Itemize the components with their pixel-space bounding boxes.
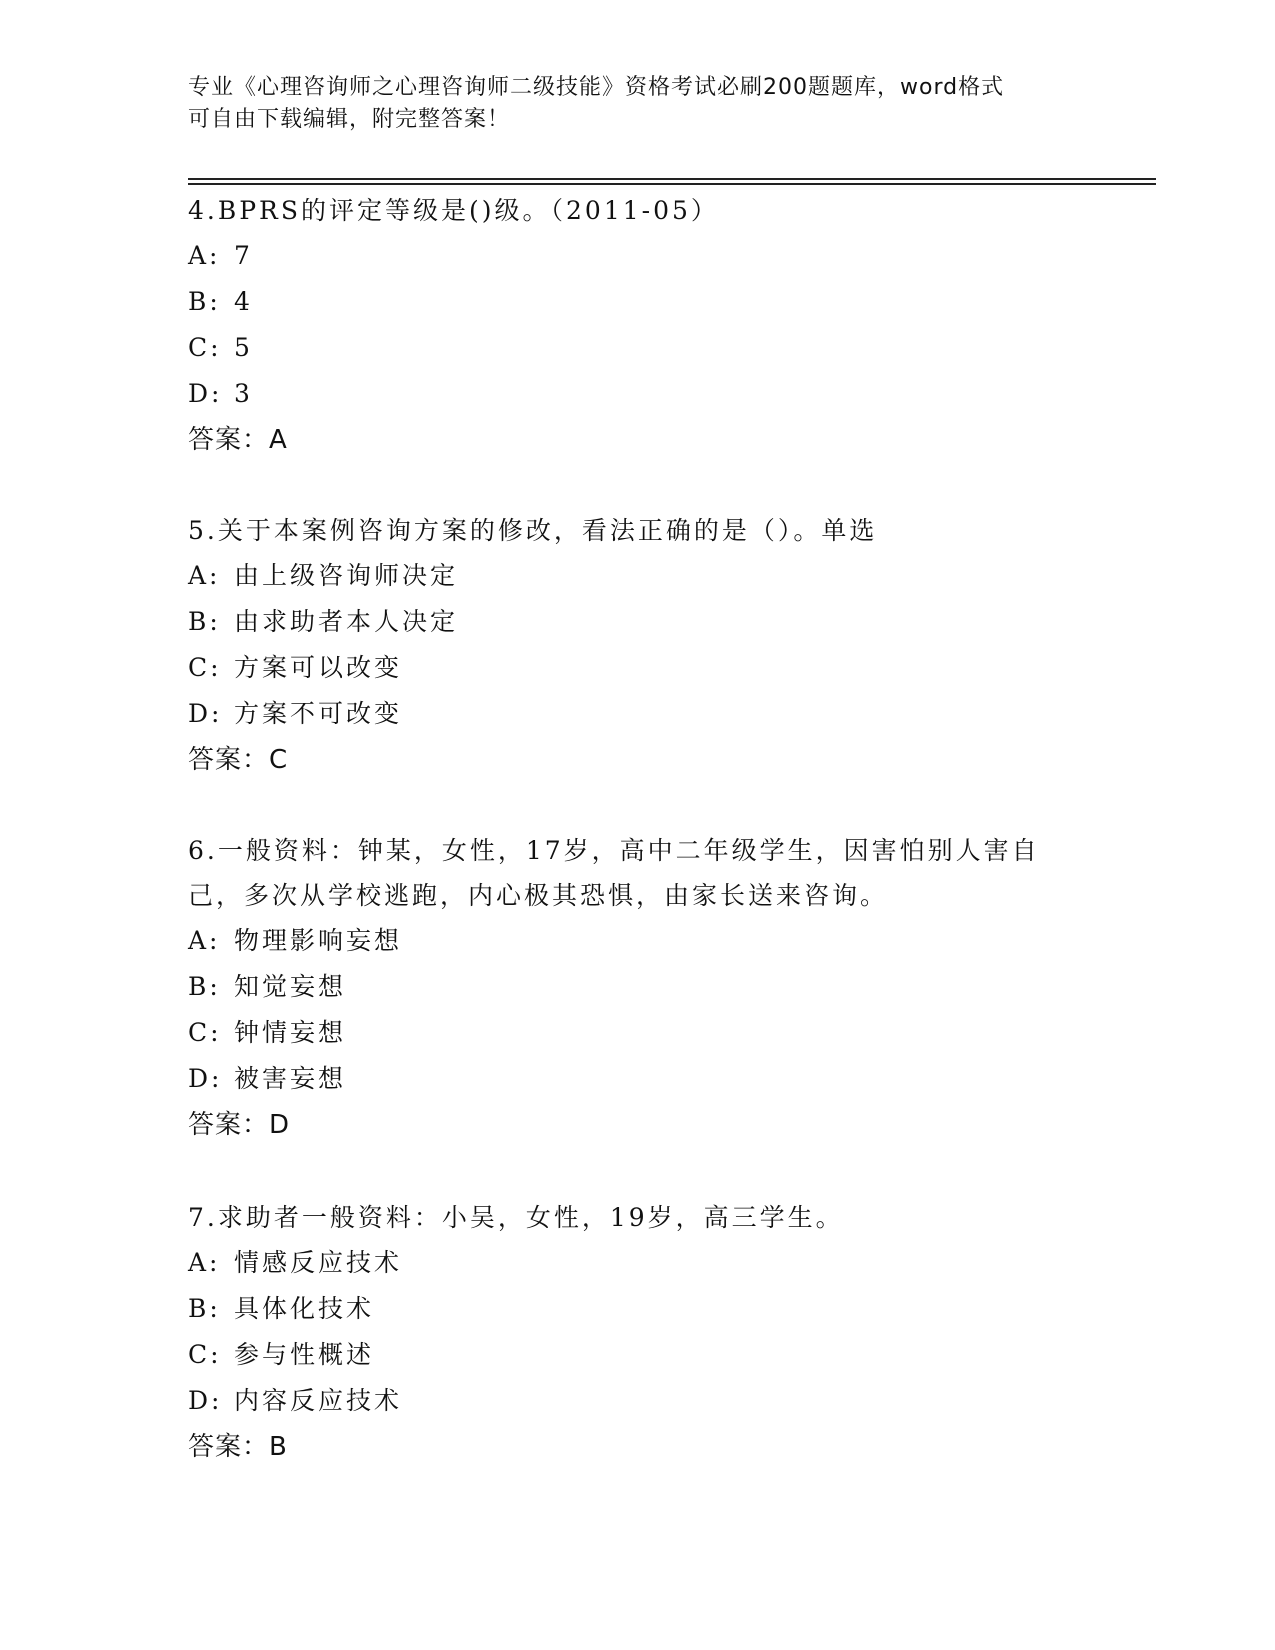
- option-text: 钟情妄想: [234, 1018, 347, 1047]
- option-label: B:: [188, 1294, 221, 1323]
- option-d: [188, 691, 1088, 737]
- option-c: [188, 645, 1088, 691]
- header-line-1: 专业《心理咨询师之心理咨询师二级技能》资格考试必刷200题题库，word格式: [188, 75, 1005, 100]
- option-label: B:: [188, 607, 221, 636]
- option-text: 方案可以改变: [234, 653, 403, 682]
- option-text: 情感反应技术: [234, 1248, 403, 1277]
- question-4: [188, 188, 1088, 463]
- option-label: D:: [188, 1064, 223, 1093]
- option-label: C:: [188, 1340, 222, 1369]
- question-7: [188, 1195, 1088, 1470]
- question-text: 5.关于本案例咨询方案的修改，看法正确的是（）。单选: [188, 516, 878, 545]
- option-text: 具体化技术: [234, 1294, 375, 1323]
- option-text: 物理影响妄想: [234, 926, 403, 955]
- option-a: [188, 1240, 1088, 1286]
- option-c: [188, 325, 1088, 371]
- option-text: 被害妄想: [234, 1064, 347, 1093]
- option-b: [188, 279, 1088, 325]
- option-a: [188, 918, 1088, 964]
- header-divider-top: [188, 178, 1156, 180]
- header-line-2: 可自由下载编辑，附完整答案！: [188, 107, 511, 132]
- option-label: B:: [188, 972, 221, 1001]
- question-6: [188, 828, 1088, 1148]
- option-b: [188, 964, 1088, 1010]
- option-label: A:: [188, 1248, 221, 1277]
- option-text: 方案不可改变: [234, 699, 403, 728]
- option-label: B:: [188, 287, 221, 316]
- answer-line: 答案：B: [188, 1432, 288, 1462]
- option-text: 参与性概述: [234, 1340, 375, 1369]
- option-text: 知觉妄想: [234, 972, 347, 1001]
- question-text: 4.BPRS的评定等级是()级。（2011-05）: [188, 196, 719, 225]
- option-text: 5: [234, 333, 253, 362]
- option-a: [188, 233, 1088, 279]
- option-text: 由上级咨询师决定: [234, 561, 459, 590]
- option-label: C:: [188, 1018, 222, 1047]
- option-a: [188, 553, 1088, 599]
- option-label: C:: [188, 653, 222, 682]
- option-label: C:: [188, 333, 222, 362]
- question-text: 6.一般资料：钟某，女性，17岁，高中二年级学生，因害怕别人害自己，多次从学校逃跑，内心极其恐惧，由家长送来咨询。: [188, 836, 1040, 910]
- answer-line: 答案：D: [188, 1110, 291, 1140]
- option-label: D:: [188, 379, 223, 408]
- header-divider-bottom: [188, 183, 1156, 185]
- option-label: D:: [188, 699, 223, 728]
- option-text: 4: [234, 287, 253, 316]
- option-label: A:: [188, 241, 221, 270]
- answer-line: 答案：A: [188, 425, 288, 455]
- option-label: D:: [188, 1386, 223, 1415]
- option-text: 3: [234, 379, 253, 408]
- option-b: [188, 1286, 1088, 1332]
- option-d: [188, 1056, 1088, 1102]
- question-5: [188, 508, 1088, 783]
- option-c: [188, 1332, 1088, 1378]
- option-text: 7: [234, 241, 253, 270]
- option-text: 内容反应技术: [234, 1386, 403, 1415]
- answer-line: 答案：C: [188, 745, 289, 775]
- option-c: [188, 1010, 1088, 1056]
- option-b: [188, 599, 1088, 645]
- option-d: [188, 371, 1088, 417]
- option-label: A:: [188, 926, 221, 955]
- option-label: A:: [188, 561, 221, 590]
- option-d: [188, 1378, 1088, 1424]
- question-text: 7.求助者一般资料：小吴，女性，19岁，高三学生。: [188, 1203, 844, 1232]
- document-header: [188, 72, 1088, 136]
- option-text: 由求助者本人决定: [234, 607, 459, 636]
